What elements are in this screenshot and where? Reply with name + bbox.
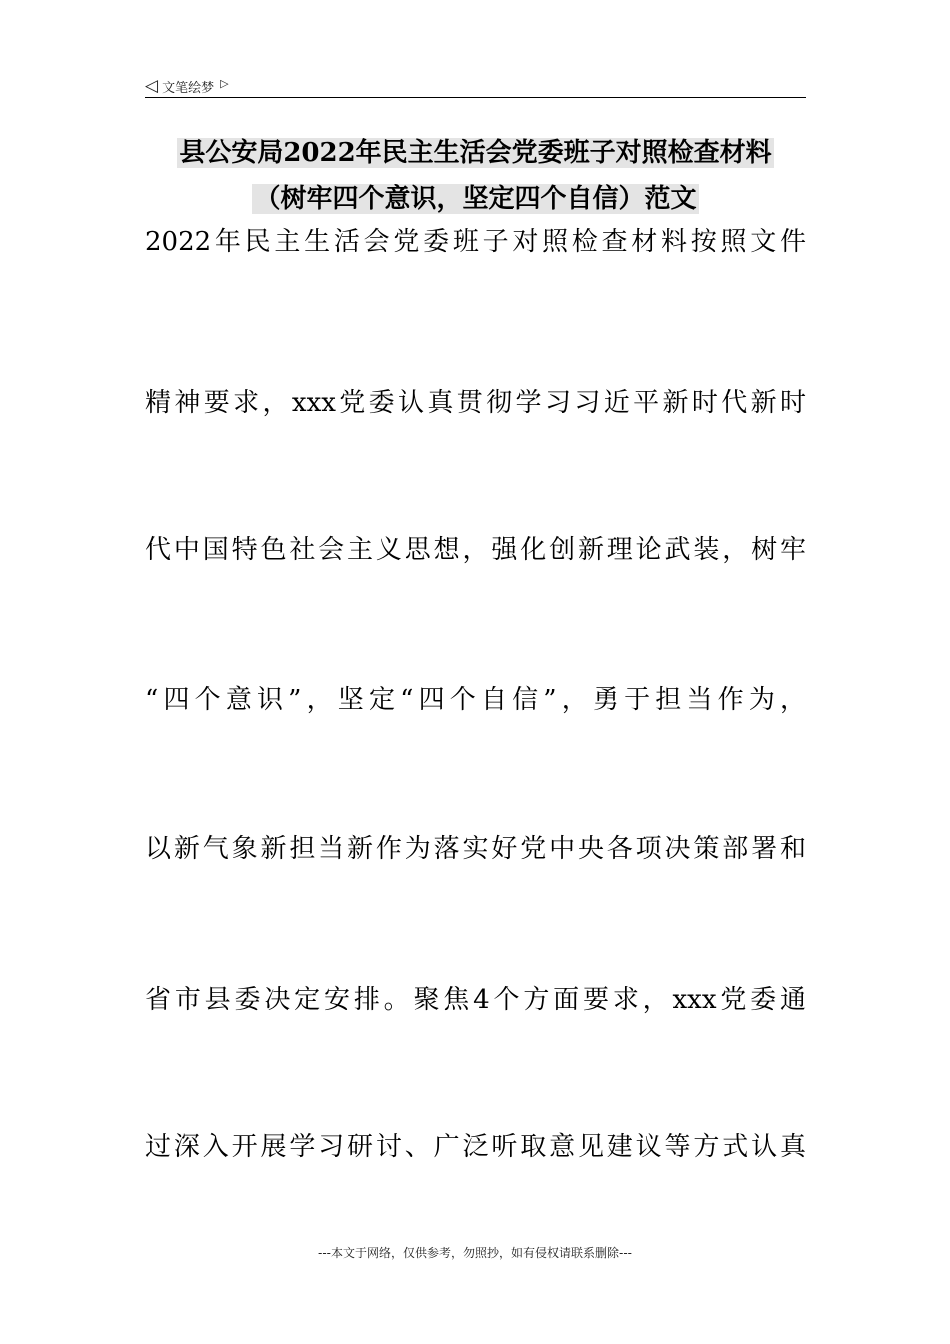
body-line-6: 省市县委决定安排。聚焦4个方面要求，xxx党委通 [145,985,806,1015]
document-title-line-1 [145,134,806,172]
document-title-line-2 [145,180,806,218]
body-line-4: “四个意识”，坚定“四个自信”，勇于担当作为， [145,685,806,715]
body-line-7: 过深入开展学习研讨、广泛听取意见建议等方式认真 [145,1132,806,1162]
header-divider [145,97,806,98]
body-line-2: 精神要求，xxx党委认真贯彻学习习近平新时代新时 [145,388,806,418]
footer-disclaimer: ---本文于网络，仅供参考，勿照抄，如有侵权请联系删除--- [318,1246,632,1260]
title-text-1: 县公安局2022年民主生活会党委班子对照检查材料 [179,138,772,168]
body-line-5: 以新气象新担当新作为落实好党中央各项决策部署和 [145,834,806,864]
body-line-1: 2022年民主生活会党委班子对照检查材料按照文件 [145,227,806,257]
triangle-right-icon: ▷ [220,76,229,90]
title-text-2: （树牢四个意识，坚定四个自信）范文 [254,184,697,214]
body-line-3: 代中国特色社会主义思想，强化创新理论武装，树牢 [145,535,806,565]
header-brand: 文笔绘梦 [162,80,215,96]
page-header [145,74,229,98]
triangle-left-icon: ◁ [145,75,159,96]
